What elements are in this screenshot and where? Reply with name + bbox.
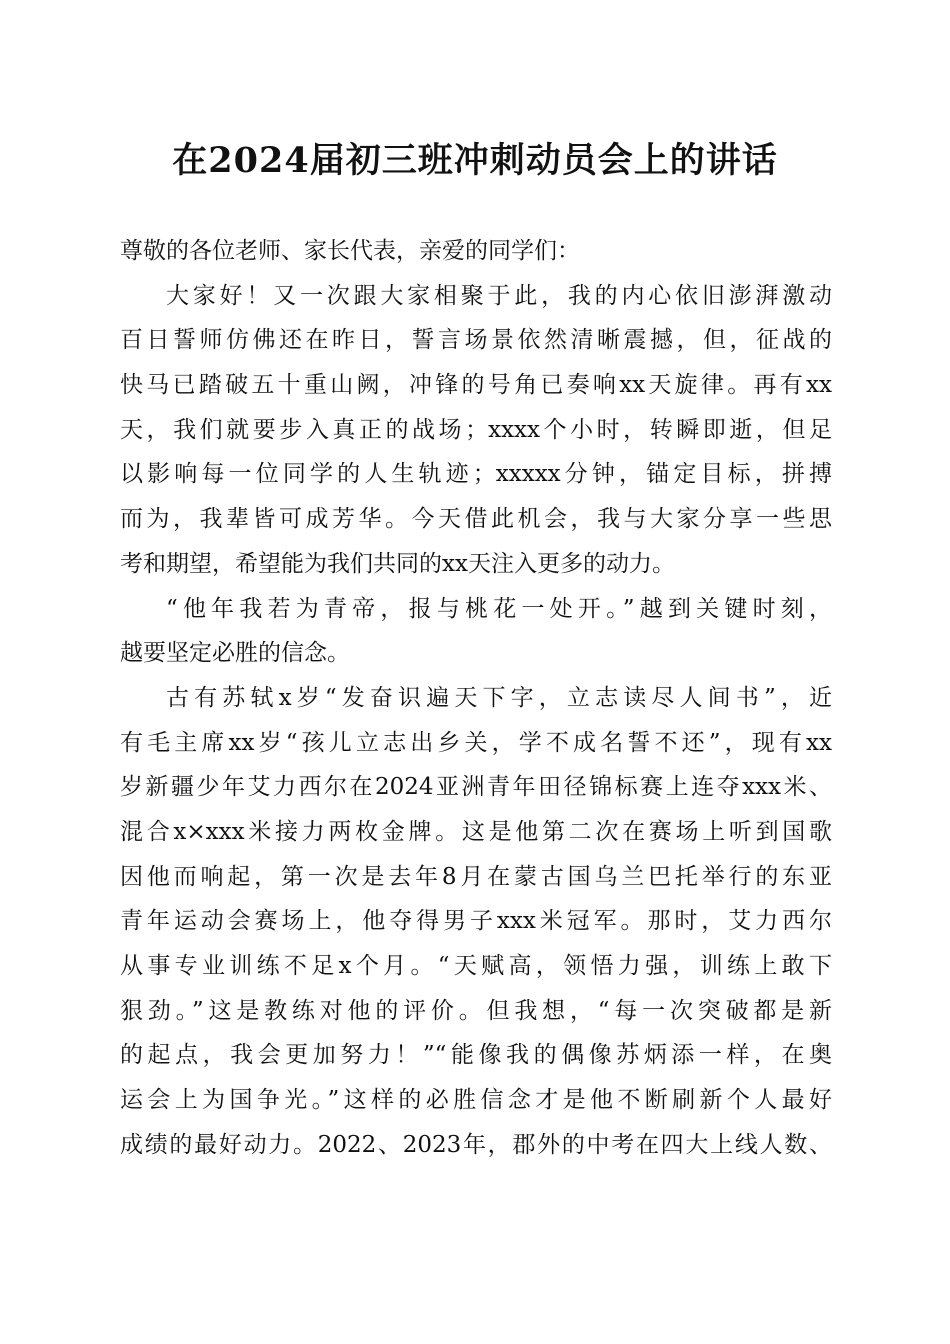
paragraph-line: 从事专业训练不足x个月。“天赋高，领悟力强，训练上敢下	[120, 953, 832, 979]
paragraph-line: 狠劲。”这是教练对他的评价。但我想，“每一次突破都是新	[120, 997, 832, 1024]
paragraph-line: 天，我们就要步入真正的战场；xxxx个小时，转瞬即逝，但足	[120, 416, 832, 443]
paragraph-line: 而为，我辈皆可成芳华。今天借此机会，我与大家分享一些思	[120, 506, 832, 533]
salutation-line: 尊敬的各位老师、家长代表，亲爱的同学们：	[120, 238, 580, 264]
paragraph-line: 有毛主席xx岁“孩儿立志出乡关，学不成名誓不还”，现有xx	[120, 729, 832, 756]
paragraph-line: 岁新疆少年艾力西尔在2024亚洲青年田径锦标赛上连夺xxx米、	[120, 774, 832, 801]
paragraph-line: 的起点，我会更加努力！”“能像我的偶像苏炳添一样，在奥	[120, 1042, 832, 1069]
paragraph-line: 百日誓师仿佛还在昨日，誓言场景依然清晰震撼，但，征战的	[120, 327, 832, 354]
paragraph-line: 青年运动会赛场上，他夺得男子xxx米冠军。那时，艾力西尔	[120, 908, 832, 935]
paragraph-line: 以影响每一位同学的人生轨迹；xxxxx分钟，锚定目标，拼搏	[120, 461, 832, 488]
document-body	[120, 229, 832, 1167]
paragraph-line: 快马已踏破五十重山阙，冲锋的号角已奏响xx天旋律。再有xx	[120, 372, 832, 399]
document-title: 在2024届初三班冲刺动员会上的讲话	[172, 140, 778, 181]
paragraph-line: 越要坚定必胜的信念。	[120, 640, 350, 667]
paragraph-line: 古有苏轼x岁“发奋识遍天下字，立志读尽人间书”，近	[166, 684, 832, 711]
paragraph-line: 运会上为国争光。”这样的必胜信念才是他不断刷新个人最好	[120, 1087, 832, 1114]
paragraph-line: 混合x×xxx米接力两枚金牌。这是他第二次在赛场上听到国歌	[120, 818, 832, 845]
paragraph-line: “他年我若为青帝，报与桃花一处开。”越到关键时刻，	[166, 595, 832, 622]
paragraph-line: 大家好！又一次跟大家相聚于此，我的内心依旧澎湃激动	[166, 282, 832, 309]
paragraph-line: 成绩的最好动力。2022、2023年，郡外的中考在四大上线人数、	[120, 1131, 832, 1158]
paragraph-line: 考和期望，希望能为我们共同的xx天注入更多的动力。	[120, 550, 675, 577]
paragraph-line: 因他而响起，第一次是去年8月在蒙古国乌兰巴托举行的东亚	[120, 863, 832, 890]
